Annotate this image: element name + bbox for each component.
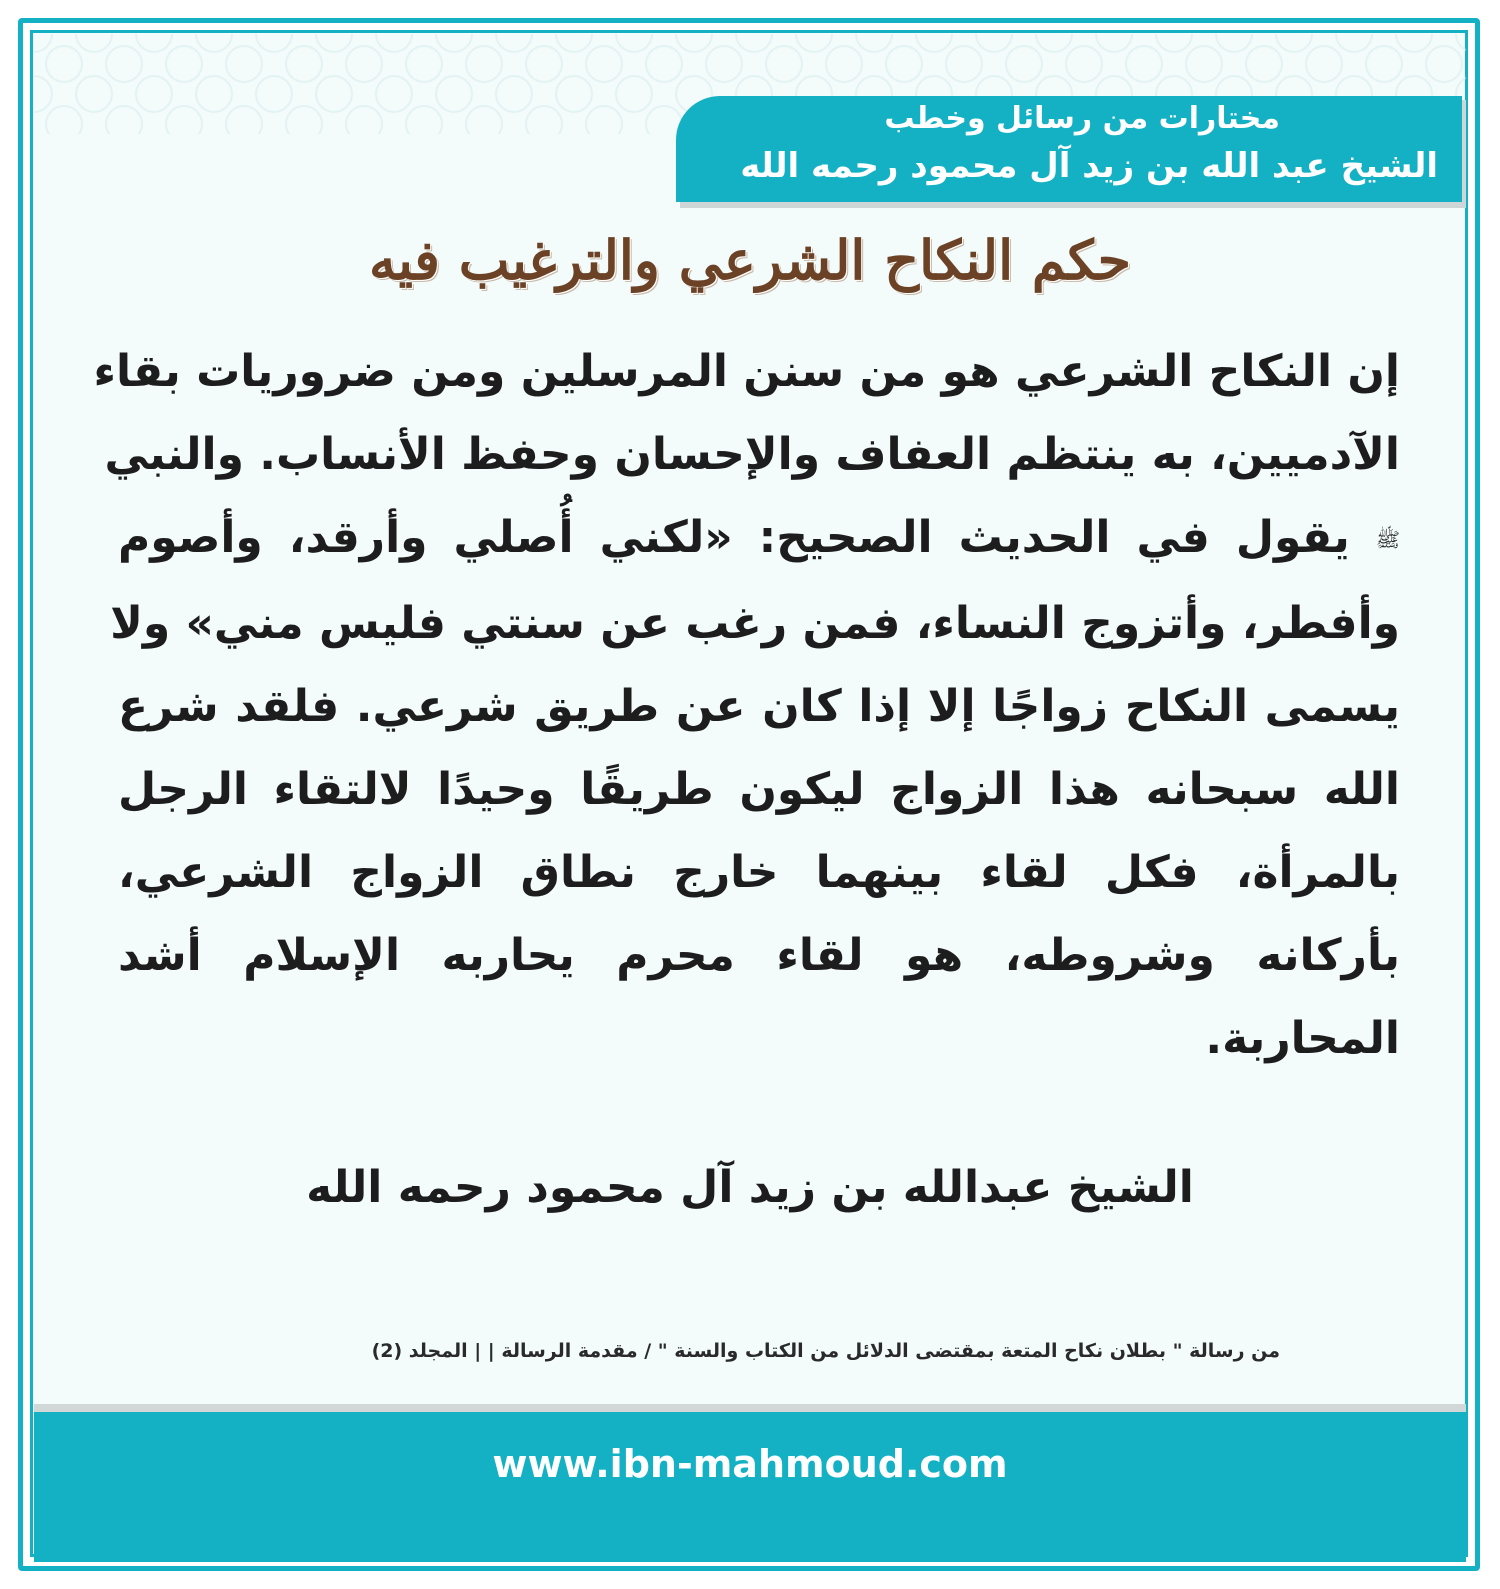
salawat-glyph: ﷺ — [1375, 527, 1400, 552]
website-link[interactable]: www.ibn-mahmoud.com — [492, 1442, 1008, 1486]
body-line-with-salawat — [118, 496, 1400, 582]
source-citation: من رسالة " بطلان نكاح المتعة بمقتضى الدلائل من الكتاب والسنة " / مقدمة الرسالة | | المجلد (2) — [371, 1340, 1280, 1362]
page-title: حكم النكاح الشرعي والترغيب فيه — [368, 228, 1132, 292]
body-line: الله سبحانه هذا الزواج ليكون طريقًا وحيدًا لالتقاء الرجل — [118, 763, 1400, 815]
body-line: إن النكاح الشرعي هو من سنن المرسلين ومن ضروريات بقاء — [93, 346, 1400, 397]
body-line: يقول في الحديث الصحيح: «لكني أُصلي وأرقد، وأصوم — [118, 512, 1350, 563]
body-line: الآدميين، به ينتظم العفاف والإحسان وحفظ الأنساب. والنبي — [104, 429, 1400, 480]
footer-shadow — [34, 1404, 1466, 1412]
series-title: مختارات من رسائل وخطب — [884, 101, 1280, 136]
body-line: بالمرأة، فكل لقاء بينهما خارج نطاق الزواج الشرعي، — [118, 846, 1400, 898]
body-line: يسمى النكاح زواجًا إلا إذا كان عن طريق شرعي. فلقد شرع — [118, 680, 1400, 732]
body-text — [93, 330, 1400, 1080]
footer-band — [34, 1412, 1466, 1562]
author-header: الشيخ عبد الله بن زيد آل محمود رحمه الله — [740, 146, 1438, 186]
body-line: وأفطر، وأتزوج النساء، فمن رغب عن سنتي فليس مني» ولا — [110, 597, 1400, 649]
body-line: بأركانه وشروطه، هو لقاء محرم يحاربه الإسلام أشد — [118, 929, 1400, 981]
body-line: المحاربة. — [1205, 1012, 1400, 1064]
author-signature: الشيخ عبدالله بن زيد آل محمود رحمه الله — [306, 1162, 1194, 1213]
